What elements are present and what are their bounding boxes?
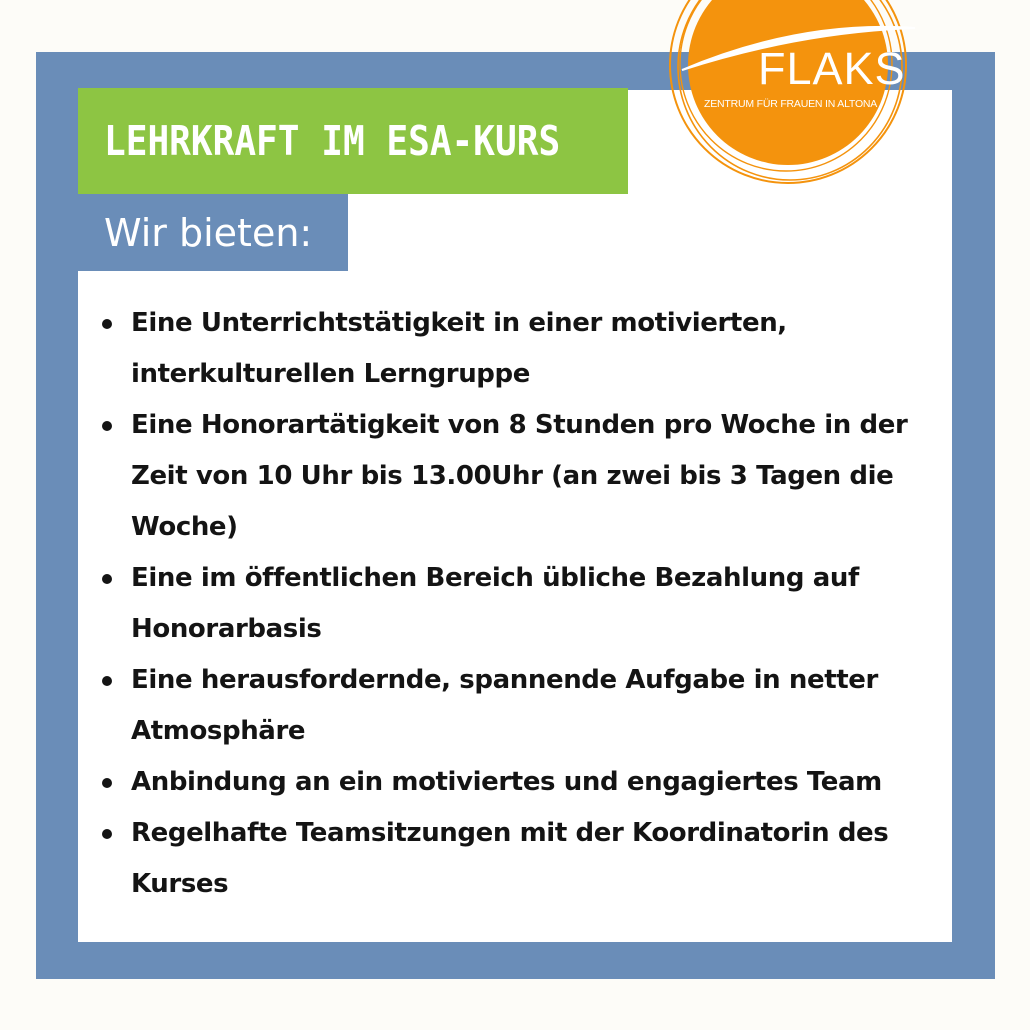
bullet-icon	[102, 778, 112, 788]
logo-tagline: ZENTRUM FÜR FRAUEN IN ALTONA	[704, 98, 878, 110]
list-item-text: Eine herausfordernde, spannende Aufgabe in netter Atmosphäre	[131, 665, 878, 746]
list-item	[100, 655, 930, 757]
list-item	[100, 298, 930, 400]
page-subtitle: Wir bieten:	[104, 210, 313, 255]
logo-name: FLAKS	[758, 43, 906, 94]
flaks-logo	[640, 0, 980, 220]
bullet-icon	[102, 421, 112, 431]
bullet-icon	[102, 829, 112, 839]
list-item-text: Eine im öffentlichen Bereich übliche Bezahlung auf Honorarbasis	[131, 563, 859, 644]
subtitle-banner	[78, 194, 348, 271]
list-item	[100, 757, 930, 808]
list-item	[100, 553, 930, 655]
list-item-text: Regelhafte Teamsitzungen mit der Koordinatorin des Kurses	[131, 818, 889, 899]
list-item	[100, 808, 930, 910]
page-title: LEHRKRAFT IM ESA-KURS	[104, 117, 561, 165]
list-item-text: Anbindung an ein motiviertes und engagiertes Team	[131, 767, 882, 797]
title-banner	[78, 88, 628, 194]
bullet-icon	[102, 319, 112, 329]
list-item-text: Eine Unterrichtstätigkeit in einer motivierten, interkulturellen Lerngruppe	[131, 308, 787, 389]
logo-circle-icon	[640, 0, 980, 220]
bullet-icon	[102, 676, 112, 686]
offers-list	[100, 298, 930, 910]
list-item-text: Eine Honorartätigkeit von 8 Stunden pro Woche in der Zeit von 10 Uhr bis 13.00Uhr (an zwei bis 3 Tagen die Woche)	[131, 410, 908, 542]
bullet-icon	[102, 574, 112, 584]
list-item	[100, 400, 930, 553]
